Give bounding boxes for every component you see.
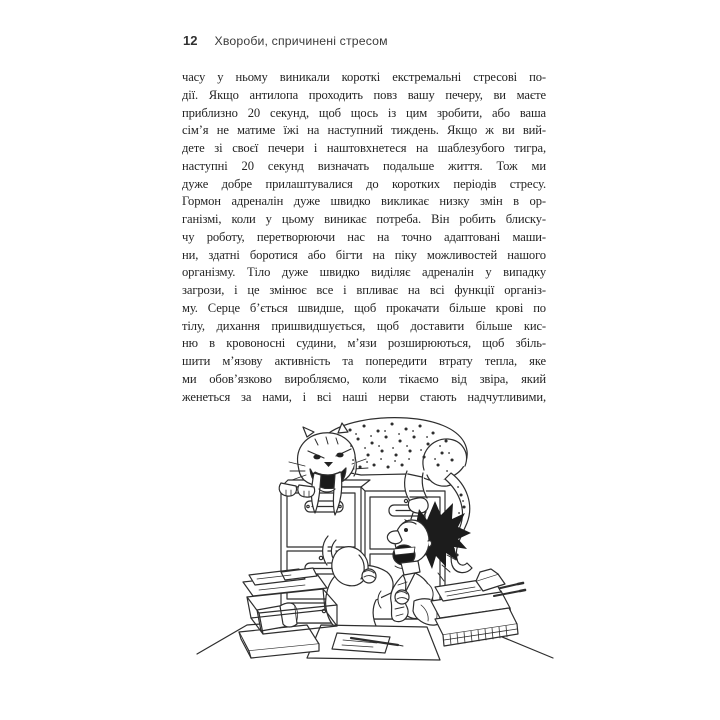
body-text-line: му. Серце б’ється швидше, щоб прокачати більше крові по	[182, 300, 546, 315]
body-text-line: загрози, і це змінює все і впливає на всі функції організ-	[182, 283, 546, 297]
body-text-line: шити м’язову активність та попередити втрату тепла, яке	[182, 354, 546, 368]
body-text-line: ми обов’язково виробляємо, коли тікаємо від звіра, який	[182, 371, 546, 386]
body-text-line: Гормон адреналін дуже швидко викликає низку змін в ор-	[182, 194, 546, 209]
body-text	[182, 69, 546, 406]
body-text-line: ню в кровоносні судини, м’язи розширюються, щоб збіль-	[182, 336, 546, 351]
body-text-line: тілу, дихання пришвидшується, щоб доставити більше кис-	[182, 318, 546, 333]
body-text-line: ни, здатні боротися або бігти на піку можливостей нашого	[182, 247, 546, 262]
body-text-line: приблизно 20 секунд, щоб щось із цим зробити, або ваша	[182, 105, 546, 120]
illustration	[195, 413, 555, 708]
body-text-line: дії. Якщо антилопа проходить повз вашу печеру, ви маєте	[182, 87, 546, 102]
body-text-line: женеться за нами, і всі наші нерви стають надчутливими,	[182, 389, 546, 404]
body-text-line: організму. Тіло дуже швидко виділяє адреналін у випадку	[182, 265, 546, 280]
body-text-line: сім’я не матиме їжі на наступний тиждень. Якщо ж ви вий-	[182, 123, 546, 138]
page-number: 12	[183, 33, 198, 48]
body-text-line: дете зі своєї печери і наштовхнетеся на шаблезубого тигра,	[182, 141, 546, 155]
desk-pad	[307, 625, 440, 660]
body-text-line: чу роботу, перетворюючи нас на точно адаптовані маши-	[182, 229, 546, 244]
body-text-line: часу у ньому виникали короткі екстремальні стресові по-	[182, 70, 546, 84]
page-header	[183, 33, 388, 48]
body-text-line: наступні 20 секунд визначать подальше життя. Тож ми	[182, 158, 546, 173]
body-text-line: ганізмі, коли у цьому виникає потреба. Він робить блиску-	[182, 212, 546, 226]
running-title: Хвороби, спричинені стресом	[214, 34, 388, 48]
body-text-line: дуже добре прилаштувалися до коротких періодів стресу.	[182, 176, 546, 191]
